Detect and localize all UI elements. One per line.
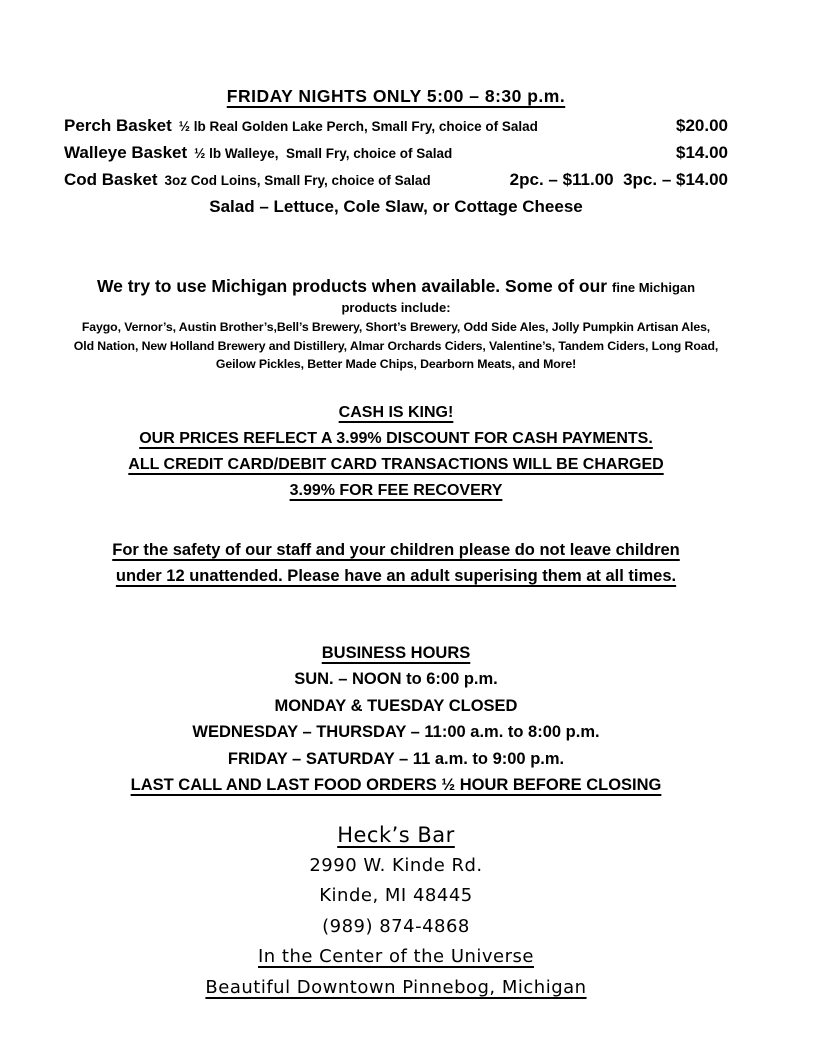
item-description: ½ lb Real Golden Lake Perch, Small Fry, choice of Salad [178,119,538,134]
safety-notice-text-1: For the safety of our staff and your children please do not leave children [112,540,680,559]
michigan-heading [64,275,728,299]
hours-line-sunday: SUN. – NOON to 6:00 p.m. [294,670,498,688]
cash-policy-line [64,426,728,452]
friday-specials-title-text: FRIDAY NIGHTS ONLY 5:00 – 8:30 p.m. [226,86,566,106]
michigan-heading-continued: products include: [341,300,451,315]
friday-specials-section [64,86,728,220]
item-name: Walleye Basket [64,143,188,162]
last-call-note [64,772,728,799]
menu-item-cod-basket [64,167,728,194]
item-price: $14.00 [676,143,728,162]
menu-items [64,113,728,220]
cash-is-king-text: CASH IS KING! [338,403,454,421]
michigan-products-section [64,275,728,374]
item-price: 2pc. – $11.00 3pc. – $14.00 [509,170,728,189]
item-price: $20.00 [676,116,728,135]
safety-notice-line [64,537,728,564]
tagline-universe-text: In the Center of the Universe [257,946,534,967]
address-city: Kinde, MI 48445 [319,885,473,906]
hours-line-friday-saturday: FRIDAY – SATURDAY – 11 a.m. to 9:00 p.m. [227,749,565,768]
cash-policy-line [64,478,728,504]
michigan-product-list [64,318,728,374]
tagline-pinnebog-text: Beautiful Downtown Pinnebog, Michigan [205,976,587,998]
item-name: Cod Basket [64,170,158,189]
product-list-line: Geilow Pickles, Better Made Chips, Dearborn Meats, and More! [215,357,577,371]
friday-specials-title [64,86,728,106]
menu-item-perch-basket [64,113,728,140]
hours-line-monday-tuesday: MONDAY & TUESDAY CLOSED [274,696,518,715]
safety-notice-text-2: under 12 unattended. Please have an adult superising them at all times. [115,567,677,585]
last-call-text: LAST CALL AND LAST FOOD ORDERS ½ HOUR BEFORE CLOSING [130,776,662,794]
business-name [64,819,728,851]
product-list-line: Faygo, Vernor’s, Austin Brother’s,Bell’s Brewery, Short’s Brewery, Odd Side Ales, Jolly Pumpkin Artisan Ales, [81,320,711,334]
phone-number: (989) 874-4868 [322,915,470,937]
safety-notice-line [64,563,728,590]
item-description: 3oz Cod Loins, Small Fry, choice of Salad [164,173,431,188]
fee-recovery-text: 3.99% FOR FEE RECOVERY [289,481,503,499]
tagline-pinnebog [64,973,728,1004]
safety-notice-section [64,537,728,590]
cash-policy-section [64,400,728,504]
tagline-universe [64,942,728,973]
salad-options-note: Salad – Lettuce, Cole Slaw, or Cottage Cheese [209,197,583,216]
michigan-heading-main: We try to use Michigan products when available. Some of our [96,276,608,296]
cash-policy-line [64,400,728,426]
michigan-heading-small: fine Michigan [612,280,696,295]
item-name: Perch Basket [64,116,172,135]
menu-item-walleye-basket [64,140,728,167]
product-list-line: Old Nation, New Holland Brewery and Distillery, Almar Orchards Ciders, Valentine’s, Tandem Ciders, Long Road, [73,338,719,353]
business-hours-section [64,640,728,799]
business-info-section [64,819,728,1004]
card-charge-text: ALL CREDIT CARD/DEBIT CARD TRANSACTIONS WILL BE CHARGED [128,455,664,473]
address-street: 2990 W. Kinde Rd. [309,854,483,876]
hours-line-wednesday-thursday: WEDNESDAY – THURSDAY – 11:00 a.m. to 8:00 p.m. [192,723,600,741]
business-hours-title-text: BUSINESS HOURS [321,643,471,662]
business-hours-title [64,640,728,667]
business-name-text: Heck’s Bar [337,822,455,847]
cash-discount-text: OUR PRICES REFLECT A 3.99% DISCOUNT FOR CASH PAYMENTS. [139,429,653,447]
cash-policy-line [64,452,728,478]
item-description: ½ lb Walleye, Small Fry, choice of Salad [194,146,453,161]
